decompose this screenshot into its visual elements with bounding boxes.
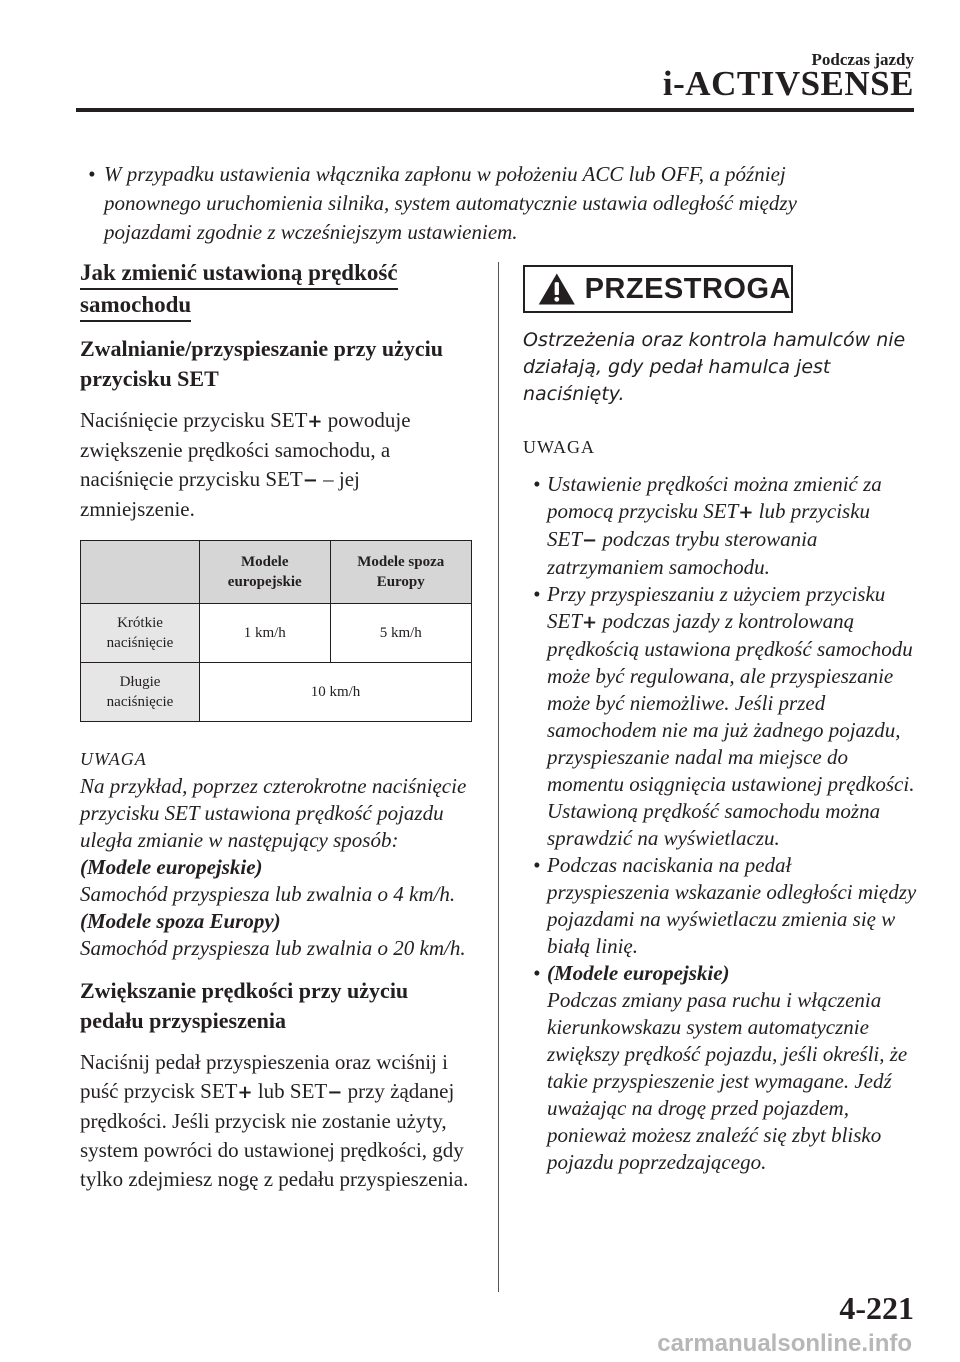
bullet: • (533, 853, 541, 877)
cell-long-both: 10 km/h (200, 663, 472, 722)
cell-short-non-eu: 5 km/h (330, 604, 472, 663)
subheading-accelerator: Zwiększanie prędkości przy użyciu pedału przyspieszenia (80, 978, 409, 1033)
row-label-short-press: Krótkie naciśnięcie (81, 604, 200, 663)
bullet: • (533, 582, 541, 606)
set-minus-icon: − (582, 530, 598, 551)
note-title: UWAGA (80, 749, 147, 769)
table-header-row (81, 541, 472, 604)
note-title: UWAGA (523, 437, 595, 457)
speed-increment-table (80, 540, 472, 722)
set-minus-icon: − (302, 470, 318, 491)
note-example: UWAGA Na przykład, poprzez czterokrotne naciśnięcie przycisku SET ustawiona prędkość pojazdu uległa zmianie w następujący sposób: (Modele europejskie) Samochód przyspiesza lub zwalnia o 4 km/h. (Modele spoza Europy) Samochód przyspiesza lub zwalnia o 20 km/h. (80, 746, 474, 962)
table-header-non-eu: Modele spoza Europy (330, 541, 472, 604)
set-plus-icon: + (582, 612, 598, 633)
note-eu-label: (Modele europejskie) (80, 855, 263, 879)
caution-label: PRZESTROGA (584, 272, 791, 305)
bullet: • (533, 472, 541, 496)
watermark: carmanualsonline.info (657, 1330, 912, 1357)
left-column (80, 258, 474, 1210)
header-chapter-title: i-ACTIVSENSE (662, 64, 914, 103)
table-header-empty (81, 541, 200, 604)
note-eu-label: (Modele europejskie) (547, 961, 730, 985)
bullet: • (88, 162, 96, 186)
top-note (88, 160, 878, 247)
list-item: • Podczas naciskania na pedał przyspieszenia wskazanie odległości między pojazdami na wyświetlaczu zmienia się w białą linię. (533, 853, 917, 958)
bullet: • (533, 961, 541, 985)
caution-text: Ostrzeżenia oraz kontrola hamulców nie działają, gdy pedał hamulca jest naciśnięty. (523, 329, 906, 405)
cell-short-eu: 1 km/h (200, 604, 331, 663)
top-note-text: W przypadku ustawienia włącznika zapłonu w położeniu ACC lub OFF, a później ponownego uruchomienia silnika, system automatycznie ustawia odległość między pojazdami zgodnie z wcześniejszym ustawieniem. (104, 162, 797, 244)
list-item: • (Modele europejskie) Podczas zmiany pasa ruchu i włączenia kierunkowskazu system automatycznie zwiększy prędkość pojazdu, jeśli określi, że takie przyspieszenie jest wymagane. Jedź uważając na drogę przed pojazdem, ponieważ możesz znaleźć się zbyt blisko pojazdu poprzedzającego. (533, 961, 908, 1174)
set-plus-icon: + (237, 1082, 253, 1103)
note-list (523, 471, 918, 1176)
subheading-set-button: Zwalnianie/przyspieszanie przy użyciu przycisku SET (80, 336, 443, 391)
set-plus-icon: + (738, 502, 754, 523)
list-item: • Przy przyspieszaniu z użyciem przycisku SET+ podczas jazdy z kontrolowaną prędkością ustawiona prędkość samochodu może być regulowana, ale przyspieszanie może być niemożliwe. Jeśli przed samochodem nie ma już żadnego pojazdu, przyspieszanie nadal ma miejsce do momentu osiągnięcia ustawionej prędkości. Ustawioną prędkość samochodu można sprawdzić na wyświetlaczu. (533, 582, 915, 850)
header-rule (76, 108, 914, 112)
set-minus-icon: − (327, 1082, 343, 1103)
column-divider (498, 262, 499, 1292)
paragraph-accelerator: Naciśnij pedał przyspieszenia oraz wciśnij i puść przycisk SET+ lub SET− przy żądanej prędkości. Jeśli przycisk nie zostanie użyty, system powróci do ustawionej prędkości, gdy tylko zdejmiesz nogę z pedału przyspieszenia. (80, 1050, 469, 1191)
row-label-long-press: Długie naciśnięcie (81, 663, 200, 722)
section-heading (80, 258, 474, 322)
warning-triangle-icon (537, 270, 577, 308)
header-section-name: Podczas jazdy (811, 50, 914, 69)
note-non-eu-label: (Modele spoza Europy) (80, 909, 281, 933)
table-row (81, 604, 472, 663)
section-heading-line2: samochodu (80, 290, 191, 322)
section-heading-line1: Jak zmienić ustawioną prędkość (80, 258, 398, 290)
caution-box (523, 265, 793, 313)
table-header-eu: Modele europejskie (200, 541, 331, 604)
set-plus-icon: + (307, 411, 323, 432)
list-item: • Ustawienie prędkości można zmienić za pomocą przycisku SET+ lub przycisku SET− podczas trybu sterowania zatrzymaniem samochodu. (533, 472, 882, 579)
paragraph-set-button: Naciśnięcie przycisku SET+ powoduje zwiększenie prędkości samochodu, a naciśnięcie przycisku SET− – jej zmniejszenie. (80, 408, 411, 521)
table-row (81, 663, 472, 722)
right-column (523, 265, 918, 1176)
page-number: 4-221 (839, 1290, 914, 1326)
